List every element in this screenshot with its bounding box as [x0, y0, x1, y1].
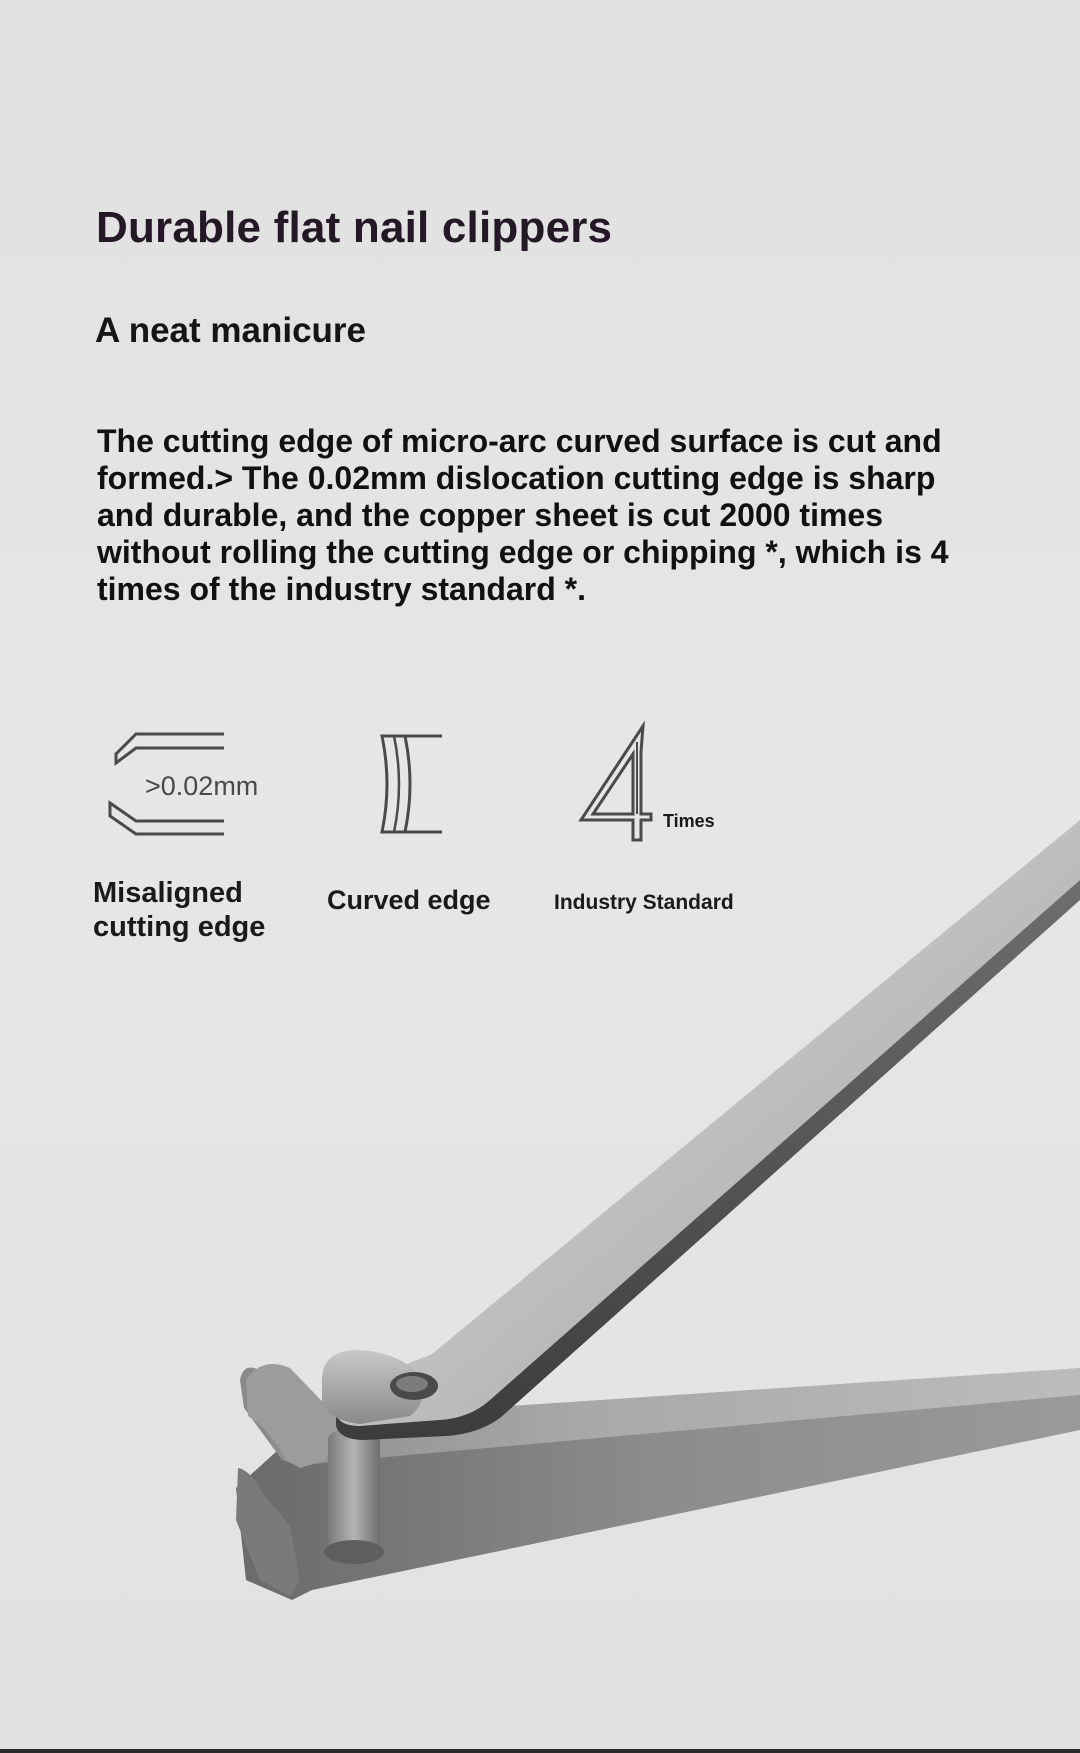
product-description: The cutting edge of micro-arc curved surface is cut and formed.> The 0.02mm dislocation cutting edge is sharp and durable, and the copper sheet is cut 2000 times without rolling the cutting edge or chipping *, which is 4 times of the industry standard *. [97, 423, 949, 607]
feature-label-misaligned: Misaligned cutting edge [93, 877, 266, 943]
measure-value: >0.02mm [145, 771, 259, 801]
nail-clipper-image [0, 820, 1080, 1753]
feature-label-curved: Curved edge [327, 885, 491, 915]
bottom-divider [0, 1749, 1080, 1753]
page-subtitle: A neat manicure [95, 311, 367, 350]
feature-label-industry: Industry Standard [554, 891, 734, 914]
times-badge: Times [663, 811, 715, 831]
page-title: Durable flat nail clippers [96, 203, 613, 252]
